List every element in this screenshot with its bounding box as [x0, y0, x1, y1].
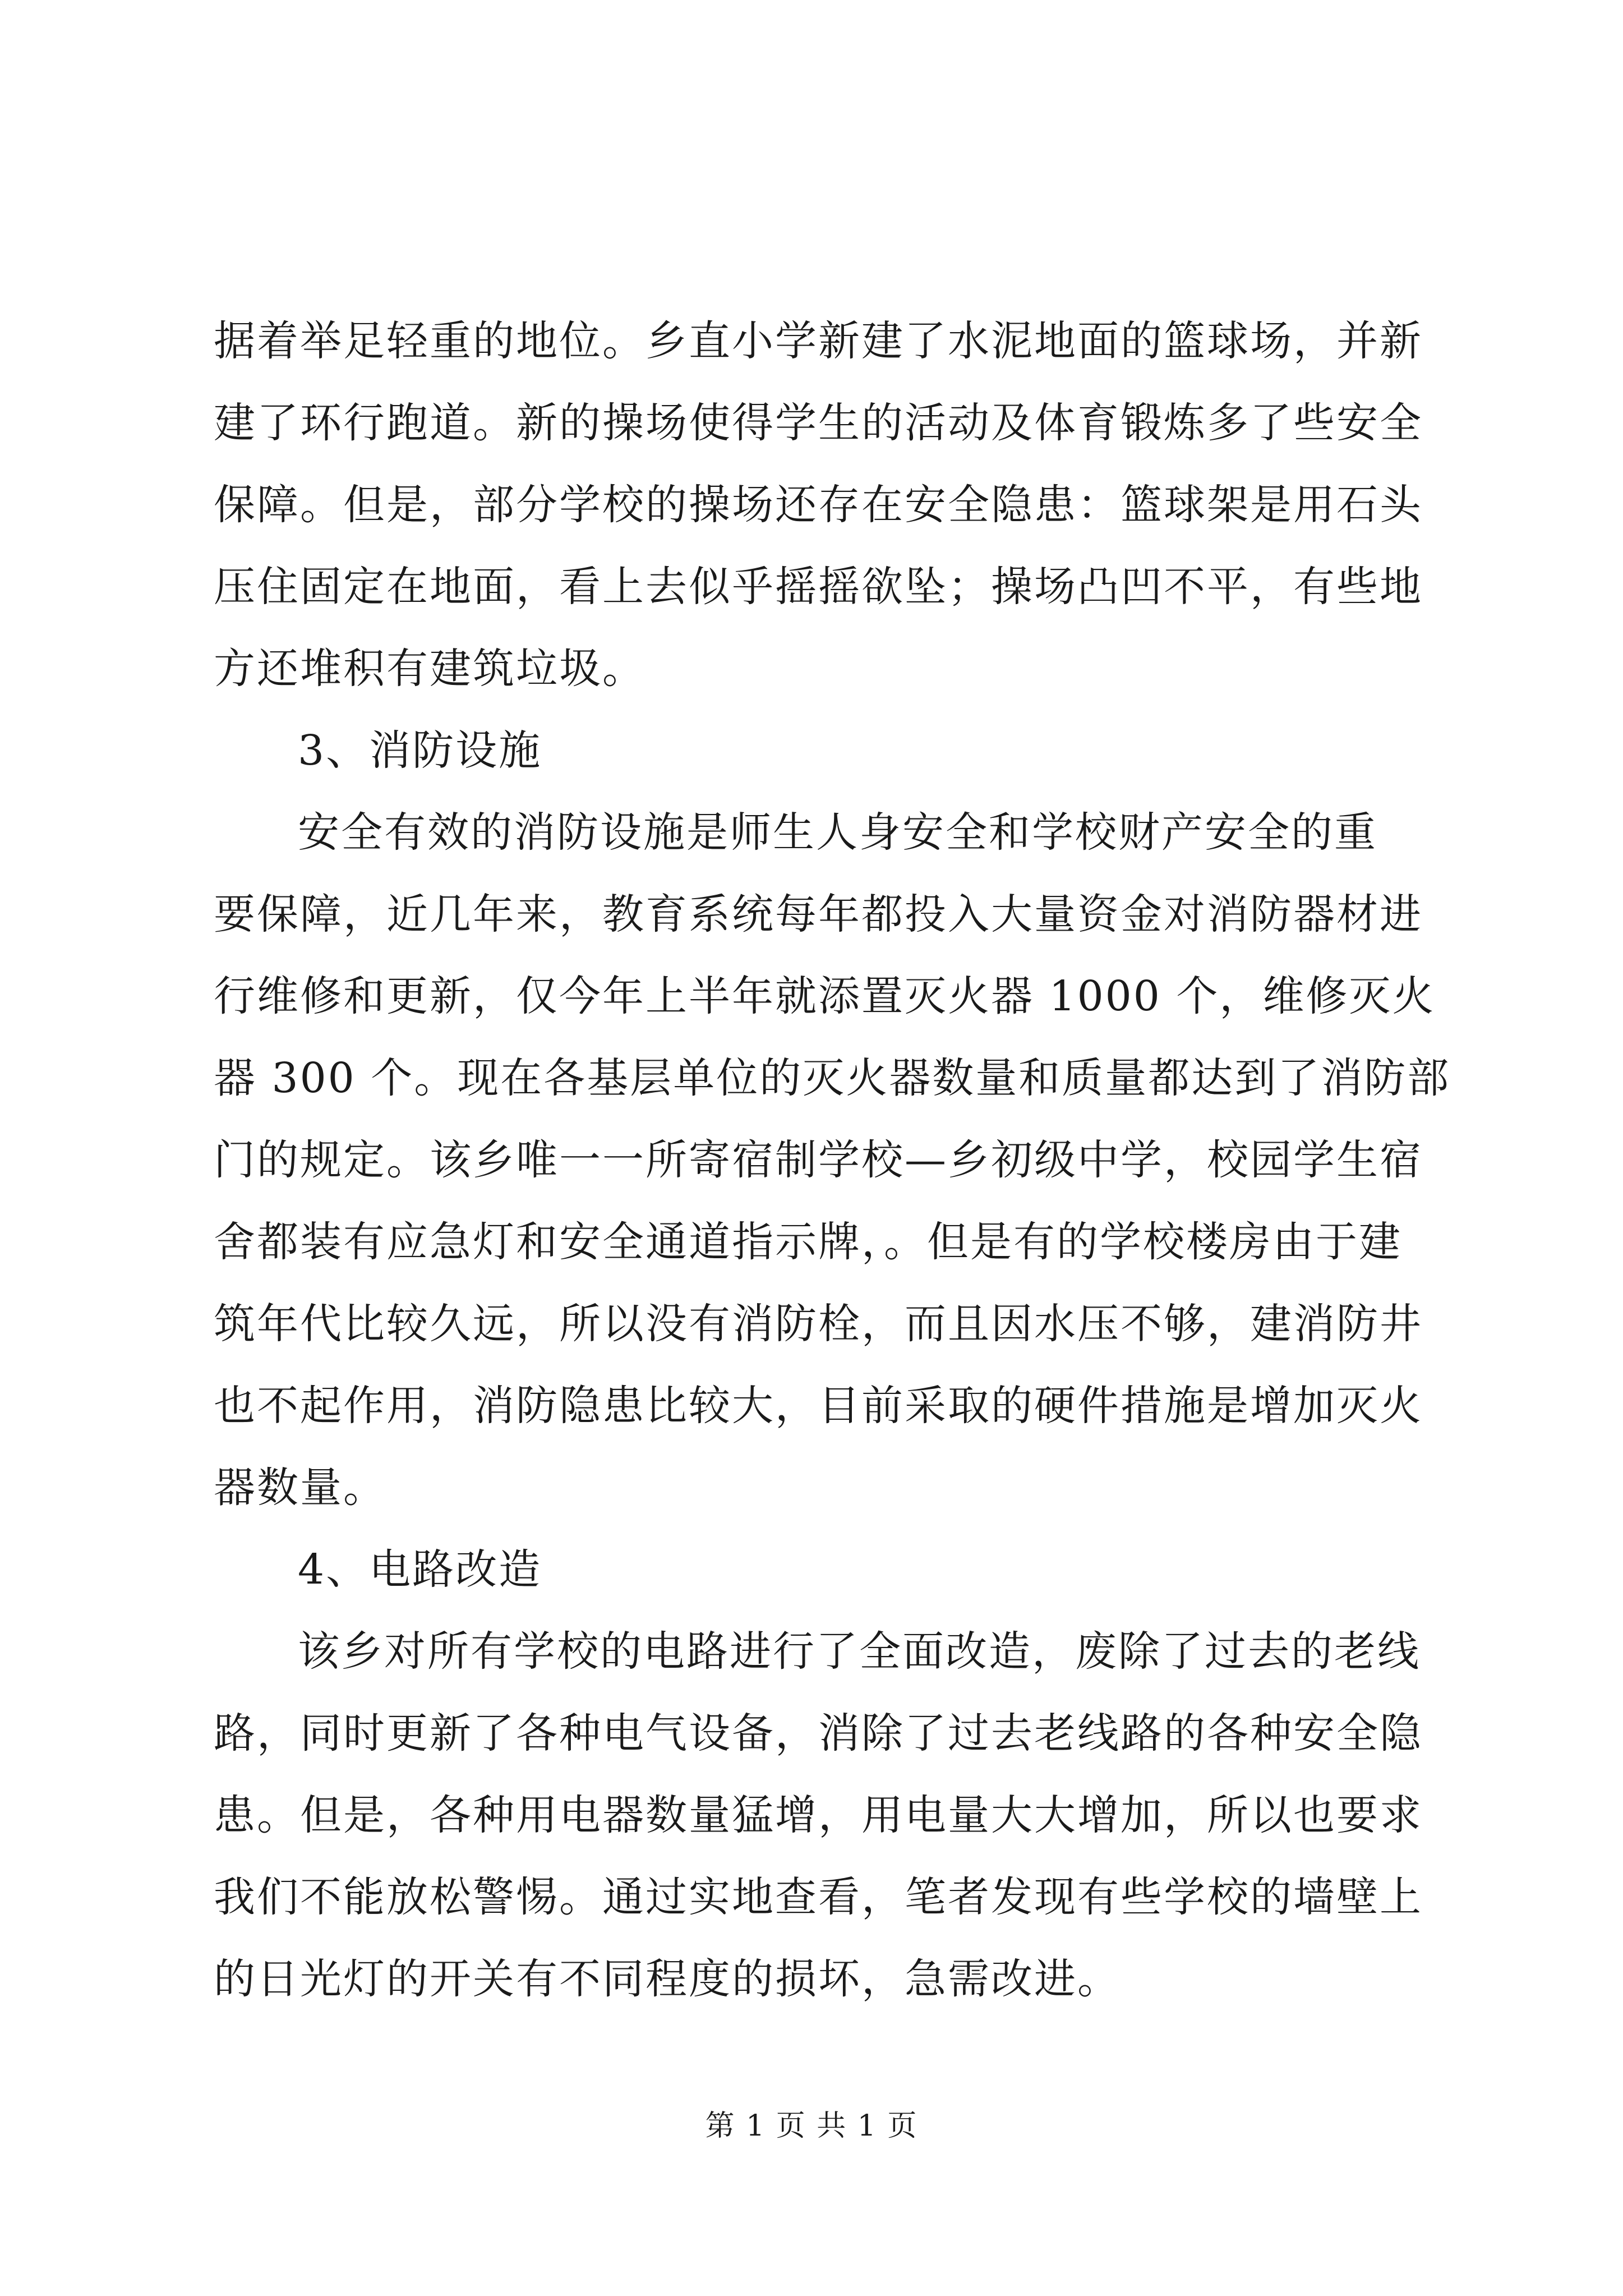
- text-line: 筑年代比较久远，所以没有消防栓，而且因水压不够，建消防井: [214, 1300, 1423, 1348]
- text-line: 方还堆积有建筑垃圾。: [214, 645, 645, 693]
- text-line: 保障。但是，部分学校的操场还存在安全隐患：篮球架是用石头: [214, 481, 1423, 529]
- text-line: 舍都装有应急灯和安全通道指示牌，。但是有的学校楼房由于建: [214, 1218, 1402, 1266]
- text-line: 压住固定在地面，看上去似乎摇摇欲坠；操场凸凹不平，有些地: [214, 563, 1423, 611]
- text-line: 器数量。: [214, 1464, 386, 1512]
- text-line: 该乡对所有学校的电路进行了全面改造，废除了过去的老线: [298, 1627, 1421, 1676]
- page-number: 第 1 页 共 1 页: [705, 2109, 918, 2143]
- section-heading: 4、电路改造: [298, 1545, 542, 1594]
- text-line: 行维修和更新，仅今年上半年就添置灭火器 1000 个，维修灭火: [214, 972, 1436, 1020]
- text-line: 门的规定。该乡唯一一所寄宿制学校—乡初级中学，校园学生宿: [214, 1136, 1423, 1184]
- text-line: 建了环行跑道。新的操场使得学生的活动及体育锻炼多了些安全: [214, 399, 1423, 447]
- text-line: 安全有效的消防设施是师生人身安全和学校财产安全的重: [298, 808, 1377, 857]
- text-line: 也不起作用，消防隐患比较大，目前采取的硬件措施是增加灭火: [214, 1382, 1423, 1430]
- text-line: 路，同时更新了各种电气设备，消除了过去老线路的各种安全隐: [214, 1709, 1423, 1757]
- text-line: 患。但是，各种用电器数量猛增，用电量大大增加，所以也要求: [214, 1791, 1423, 1839]
- section-heading: 3、消防设施: [298, 726, 542, 775]
- text-line: 我们不能放松警惕。通过实地查看，笔者发现有些学校的墙壁上: [214, 1873, 1423, 1921]
- text-line: 器 300 个。现在各基层单位的灭火器数量和质量都达到了消防部: [214, 1054, 1451, 1102]
- text-line: 据着举足轻重的地位。乡直小学新建了水泥地面的篮球场，并新: [214, 317, 1423, 365]
- page-footer: [0, 2106, 1623, 2146]
- text-line: 要保障，近几年来，教育系统每年都投入大量资金对消防器材进: [214, 890, 1423, 938]
- document-body: [214, 300, 1451, 2020]
- text-line: 的日光灯的开关有不同程度的损坏，急需改进。: [214, 1955, 1121, 2003]
